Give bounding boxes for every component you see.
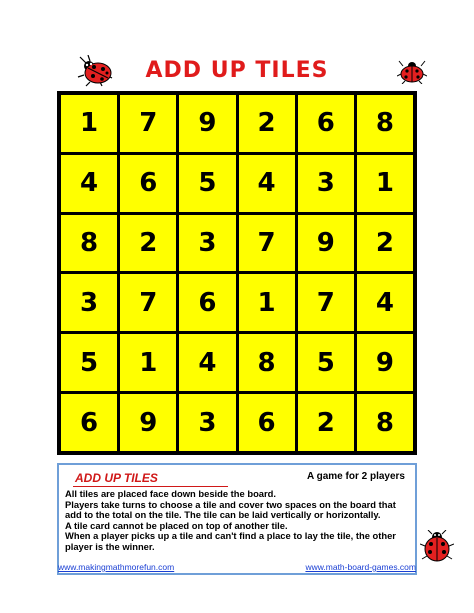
board-tile[interactable]: 2: [120, 215, 176, 272]
rules-line: When a player picks up a tile and can't find a place to lay the tile, the other player is the winner.: [65, 530, 396, 552]
board-tile[interactable]: 5: [61, 334, 117, 391]
rules-title: ADD UP TILES: [75, 471, 158, 485]
footer-link-right[interactable]: www.math-board-games.com: [305, 562, 416, 572]
board-tile[interactable]: 8: [239, 334, 295, 391]
board-tile[interactable]: 6: [179, 274, 235, 331]
board-tile[interactable]: 7: [239, 215, 295, 272]
board-tile[interactable]: 7: [120, 95, 176, 152]
board-tile[interactable]: 1: [61, 95, 117, 152]
board-tile[interactable]: 3: [179, 394, 235, 451]
rules-subtitle: A game for 2 players: [306, 471, 405, 482]
board-tile[interactable]: 8: [357, 394, 413, 451]
board-tile[interactable]: 9: [357, 334, 413, 391]
board-tile[interactable]: 8: [357, 95, 413, 152]
game-board: [57, 91, 417, 455]
board-tile[interactable]: 9: [120, 394, 176, 451]
board-tile[interactable]: 7: [298, 274, 354, 331]
board-tile[interactable]: 3: [298, 155, 354, 212]
footer-link-left[interactable]: www.makingmathmorefun.com: [58, 562, 175, 572]
rules-line: Players take turns to choose a tile and cover two spaces on the board that add to the total on the tile. The tile can be laid vertically or horizontally.: [65, 498, 396, 521]
board-tile[interactable]: 8: [61, 215, 117, 272]
board-tile[interactable]: 9: [179, 95, 235, 152]
board-tile[interactable]: 4: [61, 155, 117, 212]
board-tile[interactable]: 6: [61, 394, 117, 451]
board-tile[interactable]: 2: [298, 394, 354, 451]
rules-line: All tiles are placed face down beside the board.: [65, 488, 276, 499]
rules-box: [57, 463, 417, 575]
board-tile[interactable]: 6: [239, 394, 295, 451]
board-tile[interactable]: 1: [120, 334, 176, 391]
board-tile[interactable]: 1: [239, 274, 295, 331]
board-tile[interactable]: 2: [357, 215, 413, 272]
board-tile[interactable]: 1: [357, 155, 413, 212]
board-tile[interactable]: 4: [357, 274, 413, 331]
board-tile[interactable]: 4: [239, 155, 295, 212]
board-tile[interactable]: 2: [239, 95, 295, 152]
ladybug-icon: [420, 530, 454, 564]
board-tile[interactable]: 4: [179, 334, 235, 391]
board-tile[interactable]: 6: [120, 155, 176, 212]
board-tile[interactable]: 9: [298, 215, 354, 272]
board-tile[interactable]: 3: [179, 215, 235, 272]
board-tile[interactable]: 5: [298, 334, 354, 391]
board-tile[interactable]: 3: [61, 274, 117, 331]
rules-line: A tile card cannot be placed on top of another tile.: [65, 519, 288, 531]
page-title: ADD UP TILES: [145, 58, 329, 83]
rules-text: [65, 489, 410, 553]
board-tile[interactable]: 6: [298, 95, 354, 152]
rules-header: [75, 471, 405, 487]
board-tile[interactable]: 5: [179, 155, 235, 212]
board-tile[interactable]: 7: [120, 274, 176, 331]
